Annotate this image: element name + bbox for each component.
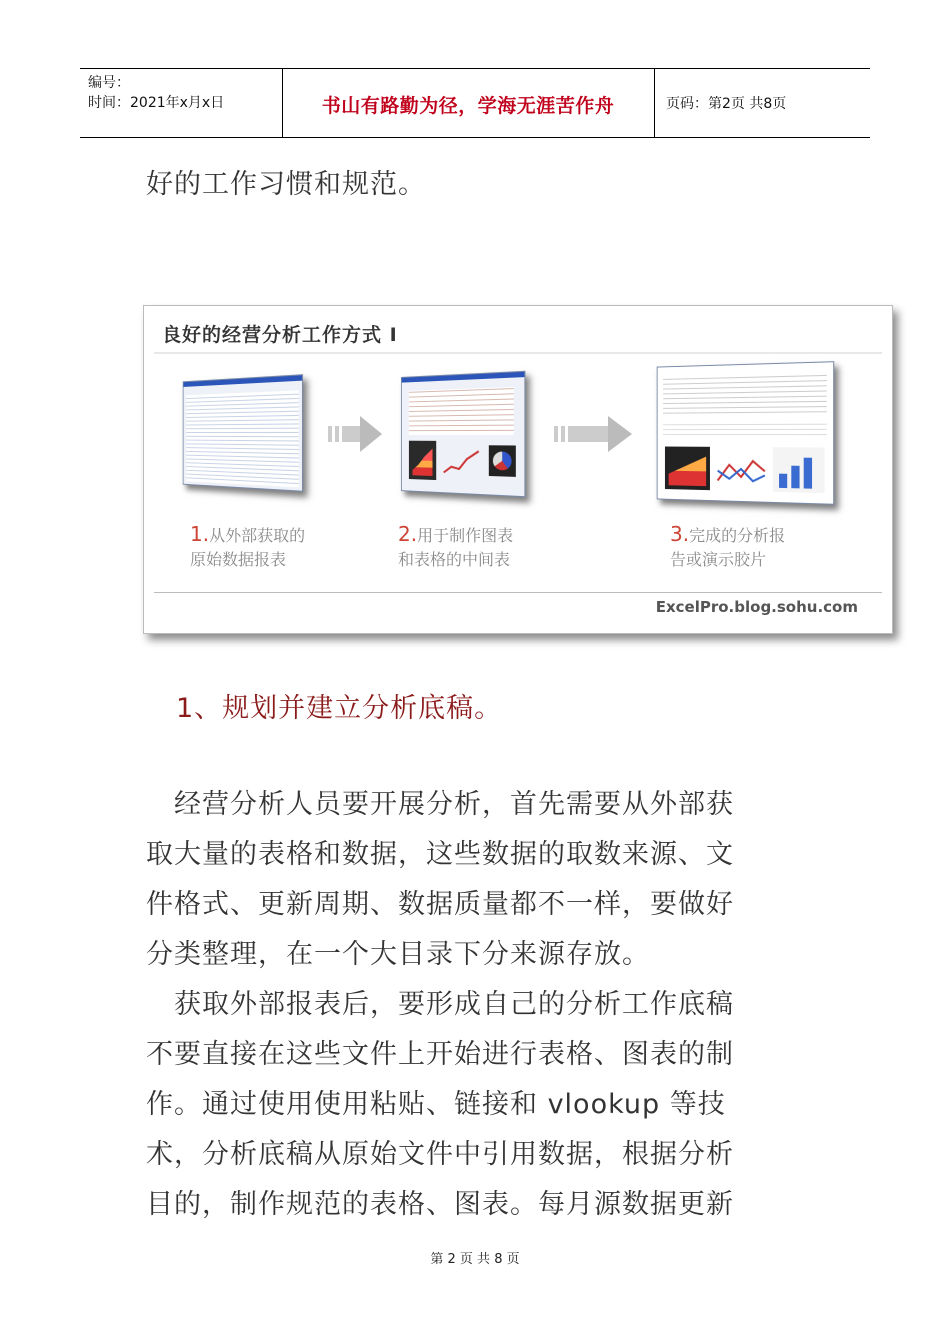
step-number: 2. — [398, 522, 418, 546]
spreadsheet-screenshot — [183, 374, 303, 492]
header-motto: 书山有路勤为径，学海无涯苦作舟 — [321, 95, 615, 117]
step-text: 告或演示胶片 — [670, 550, 767, 569]
text-line: 作。通过使用使用粘贴、链接和 vlookup 等技 — [146, 1089, 726, 1120]
number-label: 编号： — [88, 75, 130, 91]
paragraph-1 — [146, 780, 816, 980]
step-number: 3. — [670, 522, 690, 546]
step-1-label — [190, 522, 305, 572]
text-line: 经营分析人员要开展分析，首先需要从外部获 — [146, 789, 734, 820]
step-number: 1. — [190, 522, 210, 546]
header-meta — [88, 73, 224, 113]
workflow-figure — [143, 305, 893, 634]
intermediate-table-screenshot — [401, 371, 526, 498]
time-label: 时间：2021年x月x日 — [88, 95, 225, 111]
lead-text: 好的工作习惯和规范。 — [146, 169, 426, 200]
header-page-info: 页码：第2页 共8页 — [666, 96, 787, 112]
arrow-icon — [554, 414, 634, 454]
figure-footer-divider — [154, 592, 882, 593]
figure-divider — [154, 352, 882, 354]
text-line: 目的，制作规范的表格、图表。每月源数据更新 — [146, 1189, 734, 1220]
figure-source: ExcelPro.blog.sohu.com — [655, 598, 858, 616]
step-text: 和表格的中间表 — [398, 550, 511, 569]
step-text: 原始数据报表 — [190, 550, 287, 569]
step-3-label — [670, 522, 785, 572]
text-line: 取大量的表格和数据，这些数据的取数来源、文 — [146, 839, 734, 870]
text-line: 分类整理，在一个大目录下分来源存放。 — [146, 939, 650, 970]
paragraph-2 — [146, 980, 816, 1230]
step-text: 用于制作图表 — [417, 526, 514, 545]
text-line: 术，分析底稿从原始文件中引用数据，根据分析 — [146, 1139, 734, 1170]
step-text: 从外部获取的 — [209, 526, 306, 545]
step-2-label — [398, 522, 513, 572]
page-header — [80, 68, 870, 138]
header-divider — [654, 69, 655, 137]
text-line: 获取外部报表后，要形成自己的分析工作底稿 — [146, 989, 734, 1020]
section-heading: 1、规划并建立分析底稿。 — [176, 693, 503, 724]
figure-title: 良好的经营分析工作方式 I — [162, 324, 398, 346]
arrow-icon — [328, 414, 384, 454]
report-slide-screenshot — [657, 361, 835, 505]
step-text: 完成的分析报 — [689, 526, 786, 545]
text-line: 件格式、更新周期、数据质量都不一样，要做好 — [146, 889, 734, 920]
text-line: 不要直接在这些文件上开始进行表格、图表的制 — [146, 1039, 734, 1070]
page-footer: 第 2 页 共 8 页 — [430, 1252, 520, 1267]
